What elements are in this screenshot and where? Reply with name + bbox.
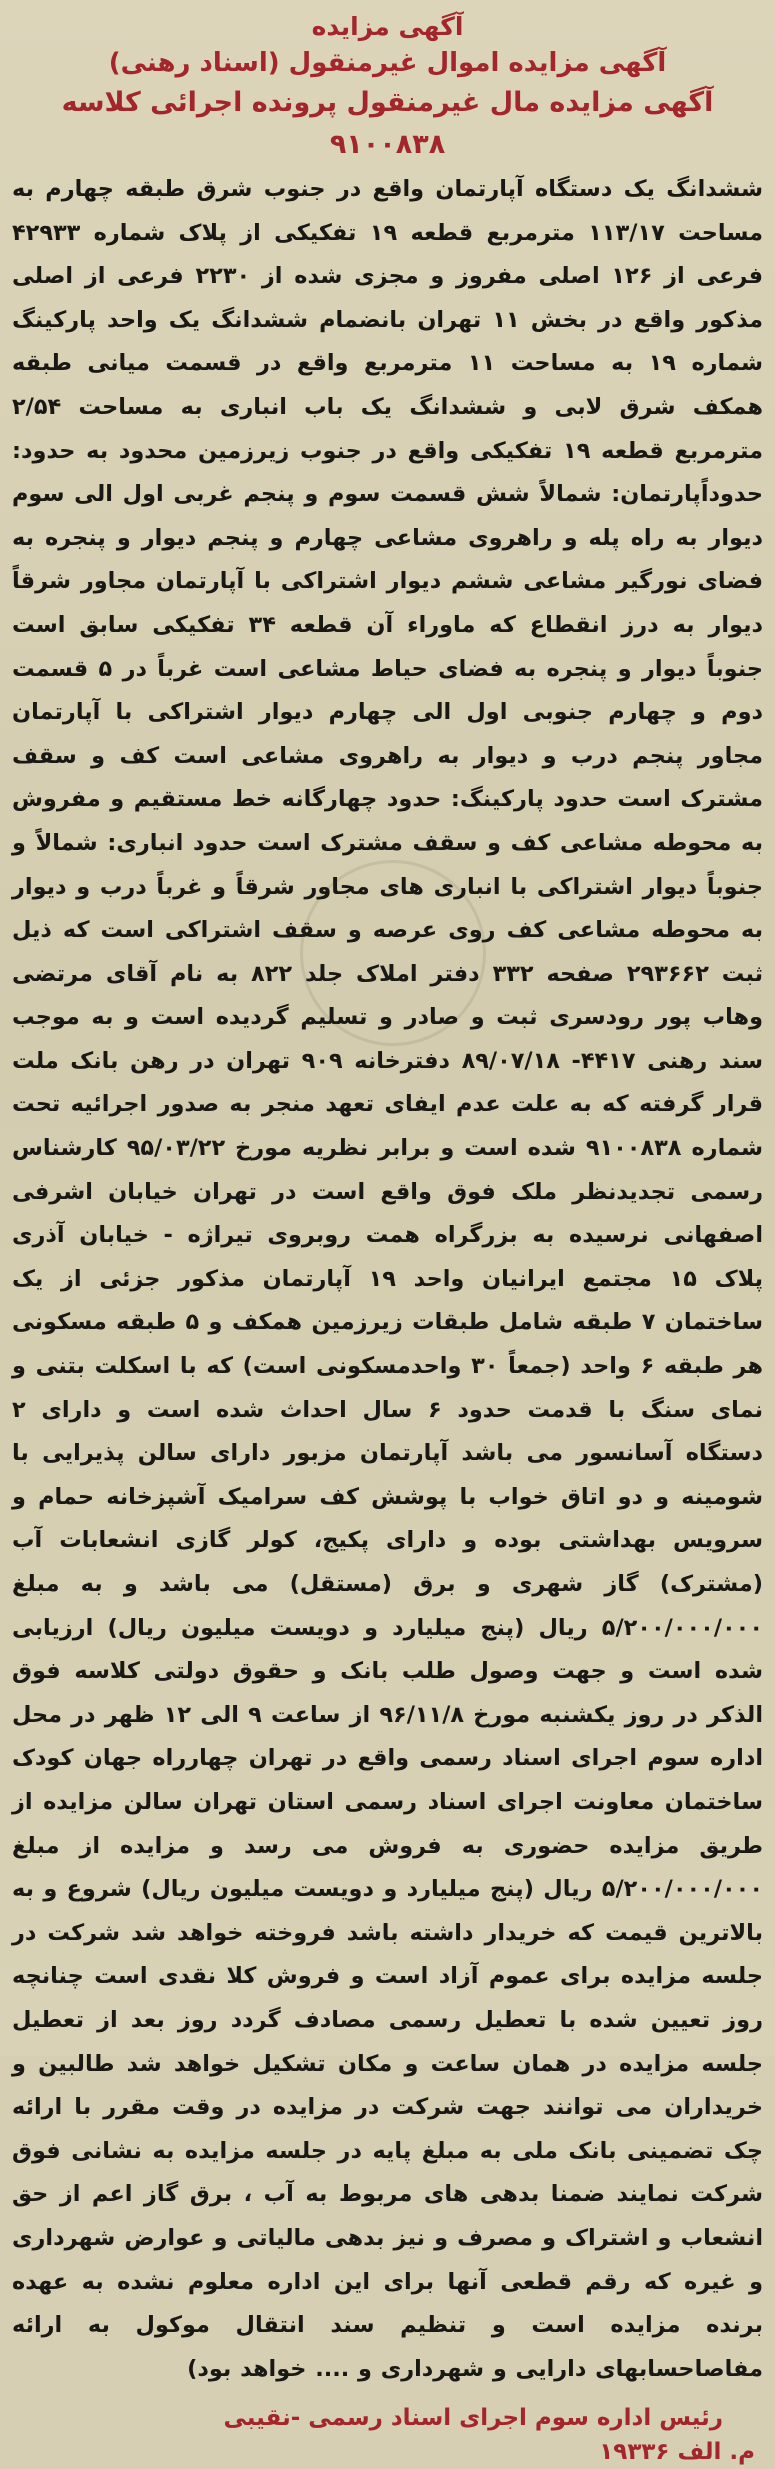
- signature: رئیس اداره سوم اجرای اسناد رسمی -نقیبی: [223, 2405, 723, 2432]
- notice-headings: [12, 10, 763, 166]
- reference-code: م. الف ۱۹۳۳۶: [599, 2439, 755, 2466]
- notice-title: آگهی مزایده: [311, 12, 464, 41]
- notice-subtitle: آگهی مزایده اموال غیرمنقول (اسناد رهنی): [108, 48, 667, 78]
- case-title: آگهی مزایده مال غیرمنقول پرونده اجرائی کلاسه ۹۱۰۰۸۳۸: [61, 87, 714, 160]
- notice-body: ششدانگ یک دستگاه آپارتمان واقع در جنوب شرق طبقه چهارم به مساحت ۱۱۳/۱۷ مترمربع قطعه ۱۹ تفکیکی از پلاک شماره ۴۲۹۳۳ فرعی از ۱۲۶ اصلی مفروز و مجزی شده از ۲۲۳۰ فرعی از اصلی مذکور واقع در بخش ۱۱ تهران بانضمام ششدانگ یک واحد پارکینگ شماره ۱۹ به مساحت ۱۱ مترمربع واقع در قسمت میانی طبقه همکف شرق لابی و ششدانگ یک باب انباری به مساحت ۲/۵۴ مترمربع قطعه ۱۹ تفکیکی واقع در جنوب زیرزمین محدود به حدود: حدوداًپارتمان: شمالاً شش قسمت سوم و پنجم غربی اول الی سوم دیوار به راه پله و راهروی مشاعی چهارم و پنجم دیوار و پنجره به فضای نورگیر مشاعی ششم دیوار اشتراکی با آپارتمان مجاور شرقاً دیوار به درز انقطاع که ماوراء آن قطعه ۳۴ تفکیکی سابق است جنوباً دیوار و پنجره به فضای حیاط مشاعی است غرباً در ۵ قسمت دوم و چهارم جنوبی اول الی چهارم دیوار اشتراکی با آپارتمان مجاور پنجم درب و دیوار به راهروی مشاعی است کف و سقف مشترک است حدود پارکینگ: حدود چهارگانه خط مستقیم و مفروش به محوطه مشاعی کف و سقف مشترک است حدود انباری: شمالاً و جنوباً دیوار اشتراکی با انباری های مجاور شرقاً و غرباً درب و دیوار به محوطه مشاعی کف روی عرصه و سقف اشتراکی است که ذیل ثبت ۲۹۳۶۶۲ صفحه ۳۳۲ دفتر املاک جلد ۸۲۲ به نام آقای مرتضی وهاب پور رودسری ثبت و صادر و تسلیم گردیده است و به موجب سند رهنی ۴۴۱۷- ۸۹/۰۷/۱۸ دفترخانه ۹۰۹ تهران در رهن بانک ملت قرار گرفته که به علت عدم ایفای تعهد منجر به صدور اجرائیه تحت شماره ۹۱۰۰۸۳۸ شده است و برابر نظریه مورخ ۹۵/۰۳/۲۲ کارشناس رسمی تجدیدنظر ملک فوق واقع است در تهران خیابان اشرفی اصفهانی نرسیده به بزرگراه همت روبروی تیراژه - خیابان آذری پلاک ۱۵ مجتمع ایرانیان واحد ۱۹ آپارتمان مذکور جزئی از یک ساختمان ۷ طبقه شامل طبقات زیرزمین همکف و ۵ طبقه مسکونی هر طبقه ۶ واحد (جمعاً ۳۰ واحدمسکونی است) که با اسکلت بتنی و نمای سنگ با قدمت حدود ۶ سال احداث شده است و دارای ۲ دستگاه آسانسور می باشد آپارتمان مزبور دارای سالن پذیرایی با شومینه و دو اتاق خواب با پوشش کف سرامیک آشپزخانه حمام و سرویس بهداشتی بوده و دارای پکیج، کولر گازی انشعابات آب (مشترک) گاز شهری و برق (مستقل) می باشد و به مبلغ ۵/۲۰۰/۰۰۰/۰۰۰ ریال (پنج میلیارد و دویست میلیون ریال) ارزیابی شده است و جهت وصول طلب بانک و حقوق دولتی کلاسه فوق الذکر در روز یکشنبه مورخ ۹۶/۱۱/۸ از ساعت ۹ الی ۱۲ ظهر در محل اداره سوم اجرای اسناد رسمی واقع در تهران چهارراه جهان کودک ساختمان معاونت اجرای اسناد رسمی استان تهران سالن مزایده از طریق مزایده حضوری به فروش می رسد و مزایده از مبلغ ۵/۲۰۰/۰۰۰/۰۰۰ ریال (پنج میلیارد و دویست میلیون ریال) شروع و به بالاترین قیمت که خریدار داشته باشد فروخته خواهد شد شرکت در جلسه مزایده برای عموم آزاد است و فروش کلا نقدی است چنانچه روز تعیین شده با تعطیل رسمی مصادف گردد روز بعد از تعطیل جلسه مزایده در همان ساعت و مکان تشکیل خواهد شد طالبین و خریداران می توانند جهت شرکت در مزایده در وقت مقرر با ارائه چک تضمینی بانک ملی به مبلغ پایه در جلسه مزایده به نشانی فوق شرکت نمایند ضمنا بدهی های مربوط به آب ، برق گاز اعم از حق انشعاب و اشتراک و مصرف و نیز بدهی مالیاتی و عوارض شهرداری و غیره که رقم قطعی آنها برای این اداره معلوم نشده به عهده برنده مزایده است و تنظیم سند انتقال موکول به ارائه مفاصاحسابهای دارایی و شهرداری و .... خواهد بود): [12, 176, 764, 2382]
